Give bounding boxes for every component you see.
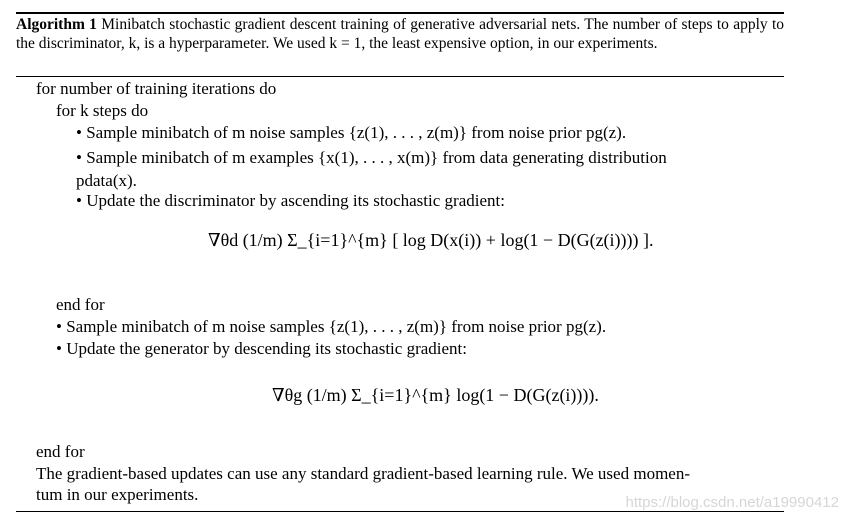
for-outer-line: for number of training iterations do [36,79,277,98]
discriminator-equation: ∇θd (1/m) Σ_{i=1}^{m} [ log D(x(i)) + log(1 − D(G(z(i)))) ]. [208,230,654,250]
caption-text: Minibatch stochastic gradient descent training of generative adversarial nets. The number of steps to apply to the discriminator, k, is a hyperparameter. We used k = 1, the least expensive option, in our experiments. [16,16,784,52]
footer-line-2: tum in our experiments. [36,485,199,504]
algorithm-caption [16,15,784,53]
bullet-sample-noise: • Sample minibatch of m noise samples {z(1), . . . , z(m)} from noise prior pg(z). [76,123,627,142]
generator-equation: ∇θg (1/m) Σ_{i=1}^{m} log(1 − D(G(z(i)))). [272,385,599,405]
end-for-inner-line: end for [56,295,105,314]
watermark: https://blog.csdn.net/a19990412 [625,494,839,511]
footer-line-1: The gradient-based updates can use any standard gradient-based learning rule. We used momen- [36,464,690,483]
bullet-sample-noise-generator: • Sample minibatch of m noise samples {z(1), . . . , z(m)} from noise prior pg(z). [56,317,607,336]
bullet-sample-examples-cont: pdata(x). [76,171,137,190]
for-inner-line: for k steps do [56,101,149,120]
bullet-update-generator: • Update the generator by descending its stochastic gradient: [56,339,467,358]
bullet-sample-examples: • Sample minibatch of m examples {x(1), . . . , x(m)} from data generating distribution [76,148,667,167]
caption-rule [16,76,784,77]
top-rule [16,12,784,14]
end-for-outer-line: end for [36,442,85,461]
bottom-rule [16,511,784,512]
algorithm-label: Algorithm 1 [16,16,97,33]
bullet-update-discriminator: • Update the discriminator by ascending its stochastic gradient: [76,191,505,210]
